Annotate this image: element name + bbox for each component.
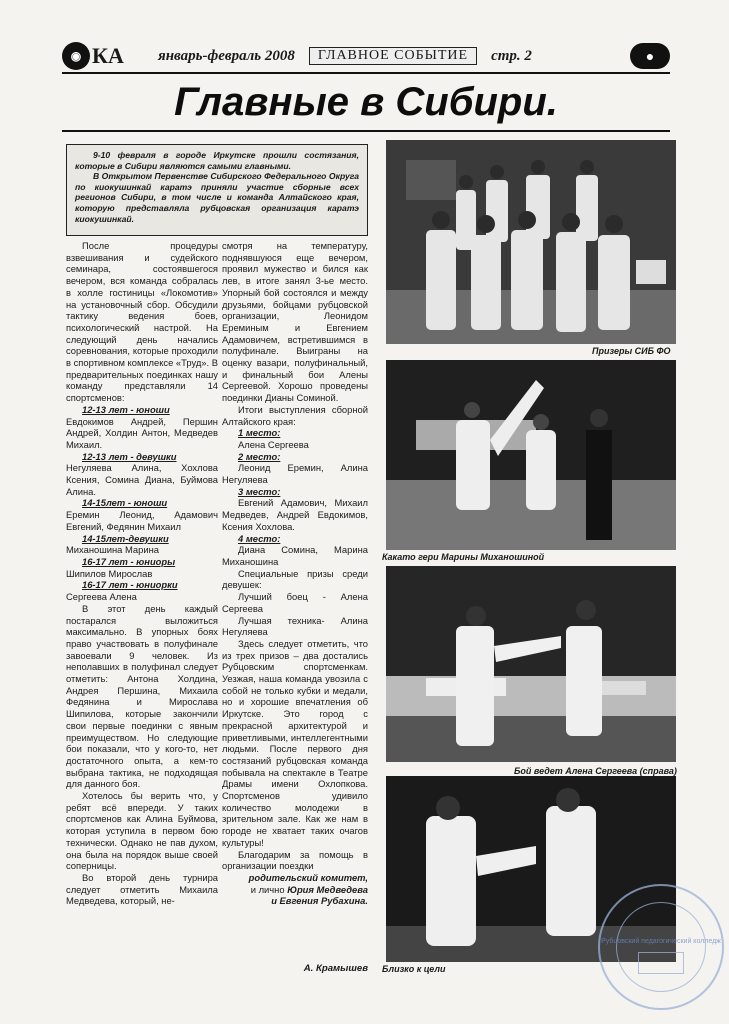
signature-prefix: и лично	[250, 883, 285, 895]
photo-winners-image	[386, 140, 676, 344]
issue-date: январь-февраль 2008	[158, 47, 295, 64]
header-rule	[62, 72, 670, 74]
place-names: Леонид Еремин, Алина Негуляева	[222, 462, 368, 486]
place-label: 3 место:	[238, 485, 281, 497]
photo-kakato-geri-image	[386, 360, 676, 550]
best-technique: Лучшая техника- Алина Негуляева	[222, 614, 368, 638]
caption-photo-winners: Призеры СИБ ФО	[592, 346, 671, 356]
paragraph: После процедуры взвешивания и судейского семинара, состоявшегося вечером, вся команда собралась в холле гостиницы «Локомотив» на установочный сбор. Обсудили тактику ведения боев, психологический настрой. На следующий день начались соревнования, которые проходили в спортивном комплексе «Труд». В предварительных поединках нашу команду представляли 14 спортсменов:	[66, 240, 218, 404]
masthead-logo	[62, 41, 150, 71]
group-names: Негуляева Алина, Хохлова Ксения, Сомина Диана, Буймова Алина.	[66, 462, 218, 497]
group-label: 12-13 лет - девушки	[82, 450, 177, 462]
paragraph: Хотелось бы верить что, у ребят всё впереди. У таких спортсменов как Алина Буймова, которая уступила в первом бою технически. Однако не пав духом, она была на порядок выше своей соперницы.	[66, 790, 218, 872]
place-label: 1 место:	[238, 427, 281, 439]
paragraph: смотря на температуру, поднявшуюся еще вечером, проявил мужество и бился как лев, в итоге занял 3-ье место. Упорный бой состоялся и между друзьями, бойцами рубцовской организации, Леонидом Ереминым и Евгением Адамовичем, встретившимся в полуфинале. Выиграны на оценку вазари, полуфинальный, и финальный бои Алены Сергеевой. Хорошо проведены поединки Дианы Соминой.	[222, 240, 368, 404]
building-icon	[638, 952, 684, 974]
title-rule	[62, 130, 670, 132]
stamp-text: Рубцовский педагогический колледж	[601, 938, 721, 945]
signature-line: родительский комитет,	[248, 871, 368, 883]
group-label: 16-17 лет - юниорки	[82, 579, 178, 591]
caption-photo-close-to-target: Близко к цели	[382, 964, 446, 974]
article-title: Главные в Сибири.	[174, 80, 558, 124]
group-label: 14-15лет-девушки	[82, 532, 169, 544]
text-column-2	[222, 240, 368, 907]
place-label: 2 место:	[238, 450, 281, 462]
photo-kakato-geri	[386, 360, 676, 550]
place-names: Евгений Адамович, Михаил Медведев, Андрей Евдокимов, Ксения Хохлова.	[222, 497, 368, 532]
group-names: Шипилов Мирослав	[66, 567, 153, 579]
best-fighter: Лучший боец - Алена Сергеева	[222, 591, 368, 614]
place-names: Алена Сергеева	[238, 438, 309, 450]
lead-paragraph: В Открытом Первенстве Сибирского Федерального Округа по киокушинкай каратэ приняли участие сборные всех регионов Сибири, в том числе и команда Алтайского края, которую представляла рубцовская организация каратэ киокушинкай.	[75, 171, 359, 224]
section-label: ГЛАВНОЕ СОБЫТИЕ	[309, 47, 477, 65]
college-stamp	[598, 884, 724, 1010]
thanks: Благодарим за помощь в организации поездки	[222, 848, 368, 872]
special-prizes: Специальные призы среди девушек:	[222, 567, 368, 591]
page-header	[62, 40, 670, 72]
article-lead	[66, 144, 368, 236]
group-names: Сергеева Алена	[66, 591, 137, 603]
caption-photo-kakato-geri: Какато гери Марины Миханошиной	[382, 552, 545, 562]
paragraph: Здесь следует отметить, что из трех призов – два достались Рубцовским спортсменкам. Уезжая, наша команда увозила с собой не только кубки и медали, но и хорошие впечатления об Иркутске. Это город с прекрасной архитектурой и приветливыми, интеллегентными людьми. После первого дня состязаний рубцовская команда побывала на спектакле в Театре Драмы имени Охлопкова. Спортсменов удивило количество молодежи в зрительном зале. Как же нам в городе не хватает таких очагов культуры!	[222, 637, 368, 848]
group-label: 14-15лет - юноши	[82, 497, 168, 509]
photo-sergeeva-fight	[386, 566, 676, 762]
photo-sergeeva-fight-image	[386, 566, 676, 762]
lead-paragraph: 9-10 февраля в городе Иркутске прошли состязания, которые в Сибири являются самыми главными.	[75, 150, 359, 171]
group-label: 16-17 лет - юниоры	[82, 555, 176, 567]
page-number: стр. 2	[491, 47, 532, 64]
place-label: 4 место:	[238, 532, 281, 544]
karate-emblem-icon: ◉	[62, 42, 90, 70]
group-names: Еремин Леонид, Адамович Евгений, Федянин Михаил	[66, 509, 218, 532]
signature-line	[222, 884, 368, 896]
group-names: Миханошина Марина	[66, 544, 159, 556]
paragraph: Во второй день турнира следует отметить Михаила Медведева, который, не-	[66, 871, 218, 907]
stamp-inner-ring	[616, 902, 706, 992]
text-column-1	[66, 240, 218, 907]
results-intro: Итоги выступления сборной Алтайского края:	[222, 403, 368, 427]
group-label: 12-13 лет - юноши	[82, 403, 170, 415]
photo-winners	[386, 140, 676, 344]
paragraph: В этот день каждый постарался выложиться максимально. В упорных боях право участвовать в полуфинале завоевали 9 человек. Из неполавших в полуфинал следует отметить: Антона Холдина, Андрея Першина, Михаила Федянина и Мирослава Шипилова, которые закончили свои первые поединки с явным преимуществом. Но следующие бои показали, что у кого-то, нет достаточного опыта, а кем-то выбрана тактика, не подходящая для данного боя.	[66, 602, 218, 790]
group-names: Евдокимов Андрей, Першин Андрей, Холдин Антон, Медведев Михаил.	[66, 415, 218, 450]
emblem-icon: ●	[630, 43, 670, 69]
caption-photo-sergeeva-fight: Бой ведет Алена Сергеева (справа)	[514, 766, 677, 776]
logo-text: КА	[92, 43, 124, 68]
signature-line: и Евгения Рубахина.	[271, 895, 368, 907]
author-byline: А. Крамышев	[303, 963, 368, 974]
place-names: Диана Сомина, Марина Миханошина	[222, 544, 368, 567]
signature-name: Юрия Медведева	[287, 883, 368, 895]
